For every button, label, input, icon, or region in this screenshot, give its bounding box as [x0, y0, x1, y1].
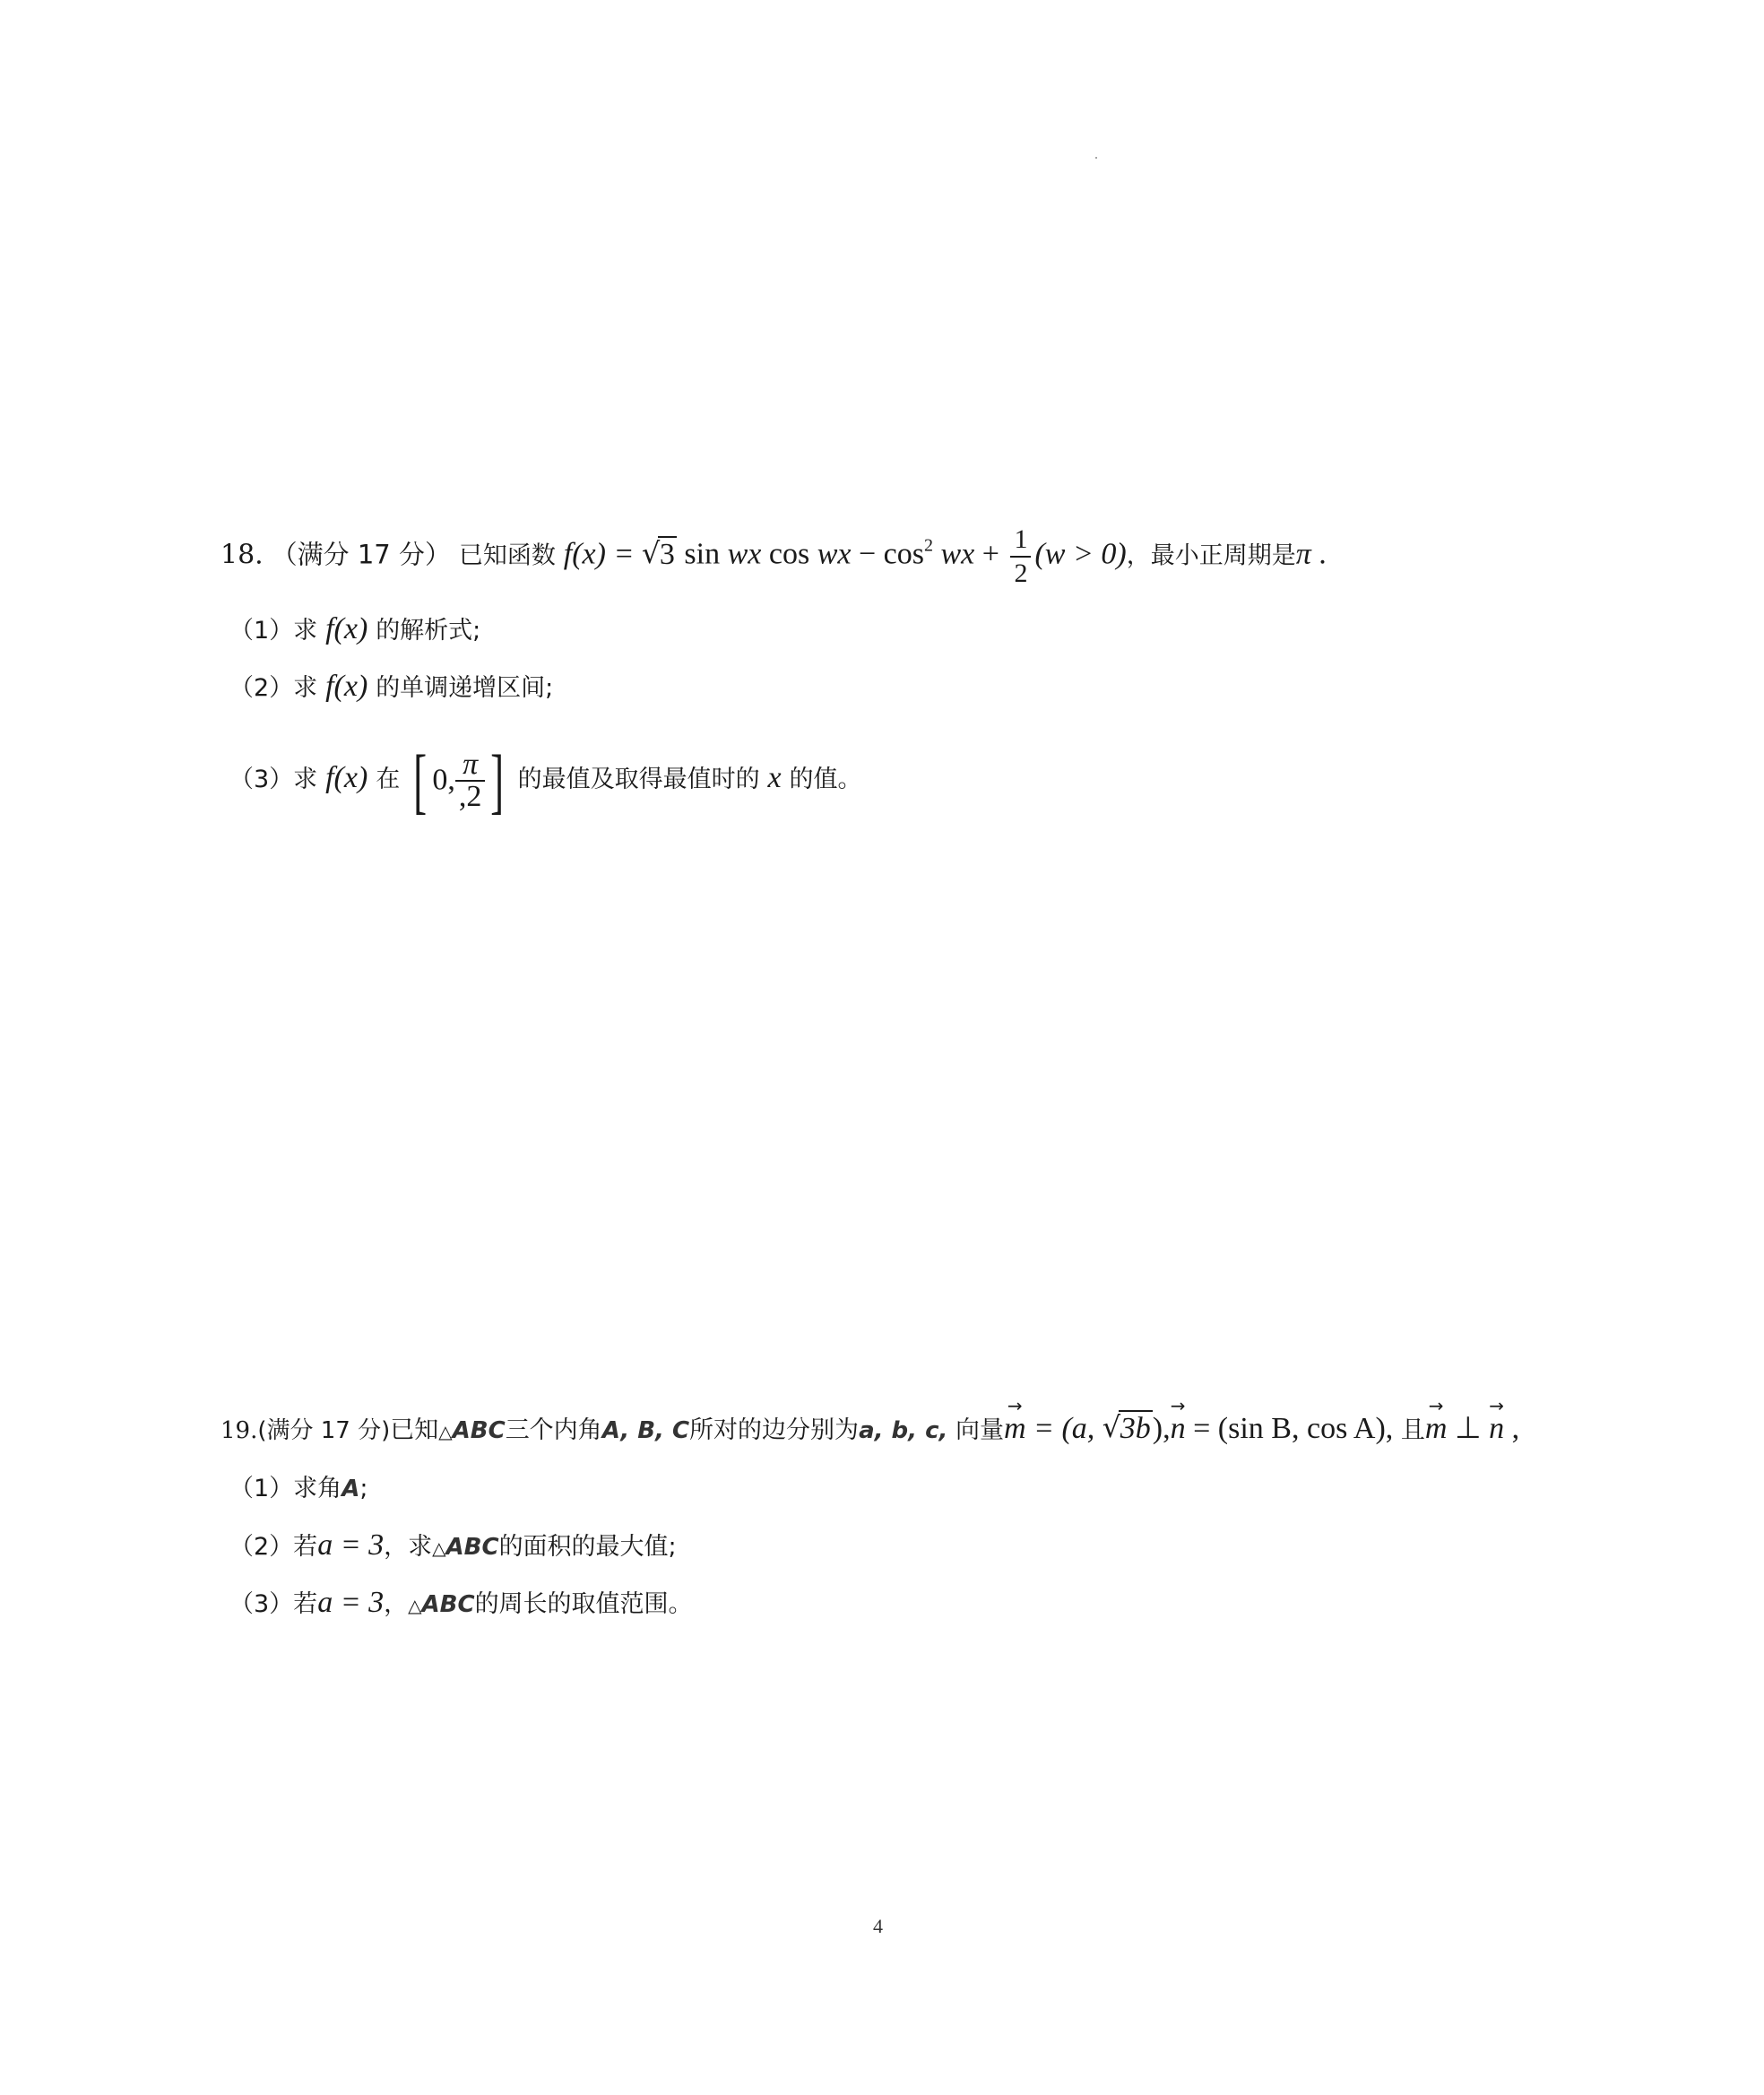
part-text: 的值。	[789, 766, 862, 793]
part-text: ，	[384, 1590, 409, 1618]
minus-cos-text: − cos	[851, 537, 924, 571]
vector-n-value: = (sin B, cos A),	[1185, 1412, 1394, 1445]
stem-text: 三个内角	[505, 1416, 602, 1444]
sqrt-3: √ 3	[642, 537, 677, 573]
question-19-part-3	[229, 1585, 693, 1623]
part-label: （2）若	[229, 1533, 318, 1561]
sqrt-3b: √ 3b	[1102, 1411, 1153, 1447]
sin-text: sin	[676, 537, 728, 571]
question-19-part-1	[229, 1470, 368, 1507]
square-exponent: 2	[923, 535, 933, 556]
wx-term: wx	[817, 537, 852, 571]
part-text: 的面积的最大值;	[498, 1533, 677, 1561]
question-number: 18.	[220, 539, 264, 571]
stem-text: 所对的边分别为	[689, 1416, 860, 1444]
condition: (w > 0)	[1034, 537, 1127, 571]
fx: f(x)	[325, 612, 368, 645]
part-label: （2）求	[229, 674, 318, 702]
interval-zero: 0,	[432, 763, 455, 797]
part-text: 的单调递增区间;	[376, 674, 554, 702]
comma: ,	[1504, 1412, 1520, 1445]
part-label: （1）求角	[229, 1475, 342, 1502]
triangle-abc: ABC	[452, 1417, 506, 1444]
period-text: ，最小正周期是	[1126, 541, 1296, 570]
question-intro: 已知	[390, 1416, 439, 1444]
pi-over-2: $\frac{\pi}{,2}$	[455, 749, 486, 812]
part-text: ;	[359, 1475, 368, 1502]
part-text: ，求	[384, 1533, 433, 1561]
part-text: 的最值及取得最值时的	[517, 766, 760, 793]
question-18-part-2	[229, 669, 553, 706]
fx: f(x)	[325, 670, 368, 703]
question-score: (满分 17 分)	[257, 1417, 391, 1444]
function-name: f(x) =	[563, 537, 642, 571]
equation: a = 3	[317, 1528, 385, 1562]
vector-m-value: = (a,	[1025, 1412, 1102, 1445]
vector-m: → m	[1425, 1411, 1448, 1447]
triangle-symbol: △	[408, 1595, 422, 1616]
vector-m-value-end: ),	[1152, 1412, 1171, 1445]
question-19-stem	[220, 1411, 1519, 1450]
question-intro: 已知函数	[458, 541, 556, 570]
cos-text: cos	[761, 537, 817, 571]
stem-text: 向量	[947, 1416, 1004, 1444]
one-half-fraction: $\frac{1}{2}$	[1010, 524, 1031, 590]
angle-a: A	[342, 1476, 360, 1502]
page-number: 4	[873, 1915, 883, 1937]
part-text: 的解析式;	[376, 617, 481, 645]
equation: a = 3	[317, 1586, 385, 1619]
wx-term: wx	[932, 537, 975, 571]
vector-n: → n	[1489, 1411, 1504, 1447]
right-bracket: ]	[490, 739, 505, 821]
part-text: 的周长的取值范围。	[474, 1590, 693, 1618]
angles: A, B, C	[601, 1417, 690, 1444]
x-var: x	[767, 761, 782, 794]
triangle-abc: ABC	[421, 1591, 475, 1618]
sides: a, b, c,	[859, 1417, 948, 1444]
fx: f(x)	[325, 761, 368, 794]
part-label: （3）若	[229, 1590, 318, 1618]
question-score: （满分 17 分）	[271, 539, 451, 570]
plus-sign: +	[974, 537, 1007, 571]
part-label: （1）求	[229, 617, 318, 645]
pi-symbol: π	[1295, 537, 1311, 571]
triangle-abc: ABC	[445, 1534, 499, 1561]
left-bracket: [	[413, 739, 428, 821]
perpendicular-symbol: ⊥	[1447, 1412, 1490, 1445]
question-18-part-3	[229, 733, 862, 823]
part-label: （3）求	[229, 766, 318, 793]
period-mark: .	[1310, 537, 1327, 571]
triangle-symbol: △	[438, 1421, 453, 1442]
vector-m: → m	[1004, 1411, 1026, 1447]
question-18-stem	[220, 524, 1327, 590]
question-18-part-1	[229, 611, 480, 649]
question-number: 19.	[220, 1417, 258, 1444]
part-text: 在	[376, 766, 401, 793]
question-19-part-2	[229, 1528, 677, 1566]
stray-dot	[1095, 157, 1097, 159]
wx-term: wx	[727, 537, 762, 571]
triangle-symbol: △	[432, 1537, 446, 1559]
stem-text: 且	[1393, 1416, 1425, 1444]
vector-n: → n	[1171, 1411, 1186, 1447]
